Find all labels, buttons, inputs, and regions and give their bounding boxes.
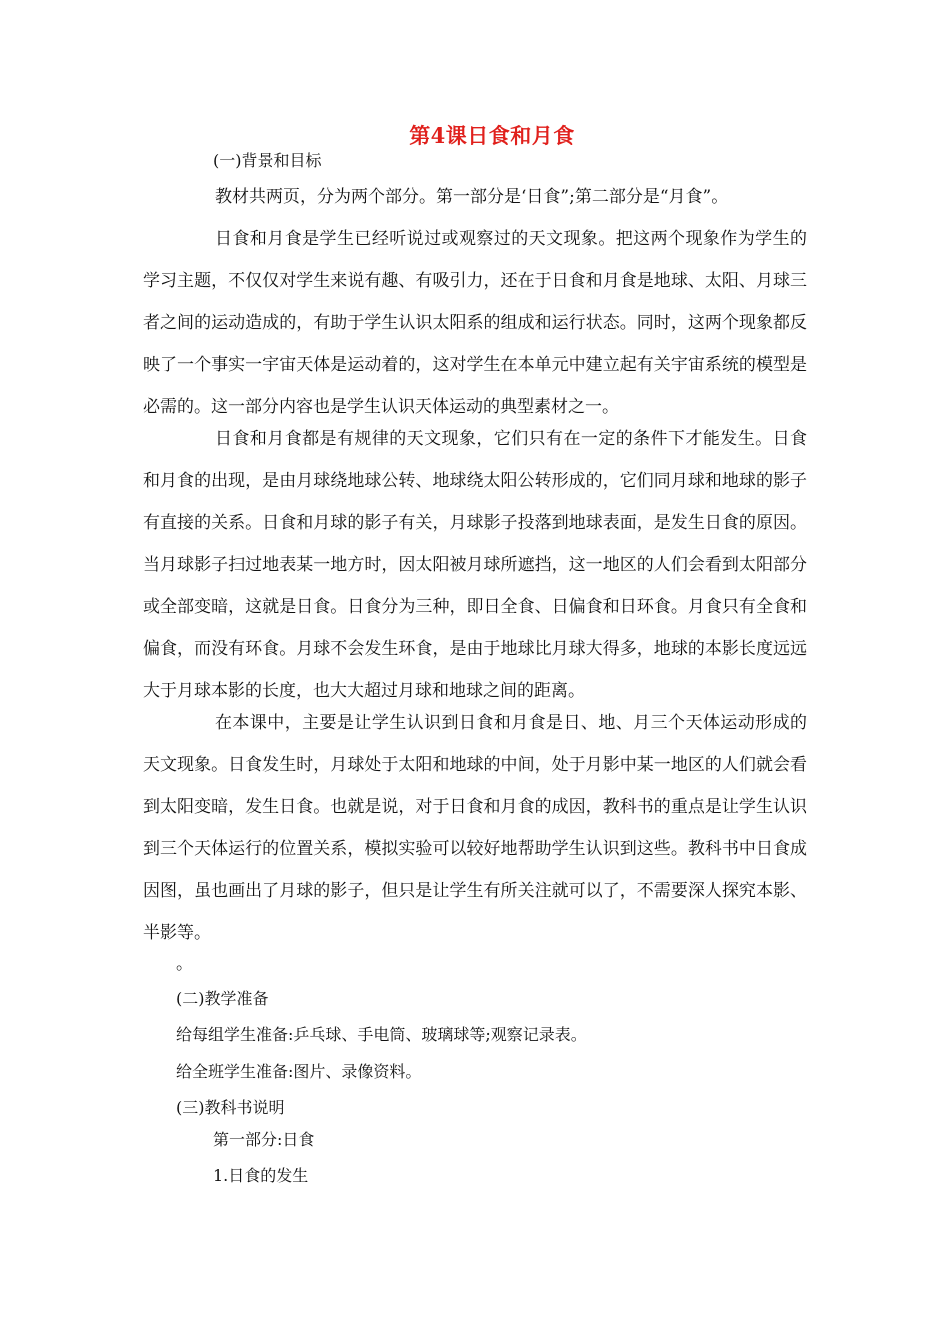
section-heading-textbook-notes: (三)教科书说明 bbox=[176, 1098, 285, 1117]
paragraph-learning-topic: 日食和月食是学生已经听说过或观察过的天文现象。把这两个现象作为学生的学习主题，不仅仅对学生来说有趣、有吸引力，还在于日食和月食是地球、太阳、月球三者之间的运动造成的，有助于学生认识太阳系的组成和运行状态。同时，这两个现象都反映了一个事实一宇宙天体是运动着的，这对学生在本单元中建立起有关宇宙系统的模型是必需的。这一部分内容也是学生认识天体运动的典型素材之一。 bbox=[143, 229, 807, 417]
paragraph-eclipse-explanation: 日食和月食都是有规律的天文现象，它们只有在一定的条件下才能发生。日食和月食的出现，是由月球绕地球公转、地球绕太阳公转形成的，它们同月球和地球的影子有直接的关系。日食和月球的影子有关，月球影子投落到地球表面，是发生日食的原因。当月球影子扫过地表某一地方时，因太阳被月球所遮挡，这一地区的人们会看到太阳部分或全部变暗，这就是日食。日食分为三种，即日全食、日偏食和日环食。月食只有全食和偏食，而没有环食。月球不会发生环食，是由于地球比月球大得多，地球的本影长度远远大于月球本影的长度，也大大超过月球和地球之间的距离。 bbox=[143, 429, 807, 701]
stray-punctuation: 。 bbox=[176, 954, 193, 974]
prep-whole-class: 给全班学生准备:图片、录像资料。 bbox=[176, 1062, 422, 1081]
prep-per-group: 给每组学生准备:乒乓球、手电筒、玻璃球等;观察记录表。 bbox=[176, 1025, 587, 1044]
subheading-part-one: 第一部分:日食 bbox=[213, 1130, 315, 1149]
subheading-item-one: 1.日食的发生 bbox=[213, 1166, 309, 1185]
paragraph-textbook-overview: 教材共两页，分为两个部分。第一部分是‘日食”;第二部分是“月食”。 bbox=[215, 187, 729, 207]
section-heading-background: (一)背景和目标 bbox=[213, 151, 322, 170]
page-title: 第4课日食和月食 bbox=[409, 123, 575, 148]
section-heading-preparation: (二)教学准备 bbox=[176, 989, 269, 1008]
paragraph-lesson-focus: 在本课中，主要是让学生认识到日食和月食是日、地、月三个天体运动形成的天文现象。日食发生时，月球处于太阳和地球的中间，处于月影中某一地区的人们就会看到太阳变暗，发生日食。也就是说，对于日食和月食的成因，教科书的重点是让学生认识到三个天体运行的位置关系，模拟实验可以较好地帮助学生认识到这些。教科书中日食成因图，虽也画出了月球的影子，但只是让学生有所关注就可以了，不需要深人探究本影、半影等。 bbox=[143, 713, 807, 943]
